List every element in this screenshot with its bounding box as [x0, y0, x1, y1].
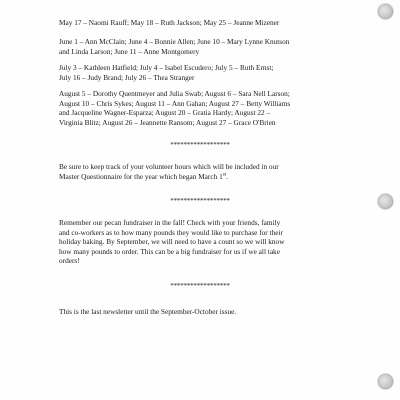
punch-hole-top: [378, 4, 393, 19]
birthday-line: and Linda Larson; June 11 – Anne Montgomery: [59, 46, 200, 56]
punch-hole-middle: [378, 194, 393, 209]
birthday-line: and Jacqueline Wagner-Esparza; August 20 – Gratia Hardy; August 22 –: [59, 108, 271, 118]
birthday-line: Virginia Blitz; August 26 – Jeannette Ransom; August 27 – Grace O'Brien: [59, 117, 276, 127]
volunteer-hours-note: [59, 162, 345, 181]
birthday-line: May 17 – Naomi Rauff; May 18 – Ruth Jackson; May 25 – Jeanne Mizener: [59, 18, 280, 27]
birthday-line: June 1 – Ann McClain; June 4 – Bonnie Allen; June 10 – Mary Lynne Knutson: [59, 37, 290, 46]
pecan-line: orders!: [59, 256, 80, 266]
birthdays-may: [59, 18, 345, 28]
birthday-line: July 3 – Kathleen Hatfield; July 4 – Isabel Escudero; July 5 – Ruth Ernst;: [59, 63, 274, 72]
pecan-line: holiday baking. By September, we will need to have a count so we will know: [59, 237, 285, 247]
ordinal-suffix: st: [222, 172, 227, 178]
birthday-line: August 5 – Dorothy Quentmeyer and Julia Swab; August 6 – Sara Nell Larson;: [59, 89, 290, 98]
punch-hole-bottom: [378, 374, 393, 389]
birthdays-june: [59, 37, 345, 56]
birthday-line: August 10 – Chris Sykes; August 11 – Ann Gahan; August 27 – Betty Williams: [59, 98, 291, 108]
birthday-line: July 16 – Judy Brand; July 26 – Thea Stranger: [59, 72, 195, 82]
volunteer-line-last: [59, 172, 345, 182]
birthdays-august: [59, 89, 345, 127]
pecan-line: and co-workers as to how many pounds they would like to purchase for their: [59, 227, 283, 237]
closing-line: This is the last newsletter until the September-October issue.: [59, 307, 237, 316]
pecan-line: Remember our pecan fundraiser in the fall! Check with your friends, family: [59, 218, 281, 227]
section-separator: ******************: [170, 197, 230, 205]
period: .: [226, 171, 228, 181]
section-separator: ******************: [170, 141, 230, 149]
volunteer-line: Be sure to keep track of your volunteer hours which will be included in our: [59, 162, 279, 171]
pecan-line: how many pounds to order. This can be a big fundraiser for us if we all take: [59, 246, 280, 256]
volunteer-line-text: Master Questionnaire for the year which began March 1: [59, 171, 223, 181]
pecan-fundraiser-note: [59, 218, 345, 266]
section-separator: ******************: [170, 282, 230, 290]
birthdays-july: [59, 63, 345, 82]
closing-note: [59, 307, 345, 317]
